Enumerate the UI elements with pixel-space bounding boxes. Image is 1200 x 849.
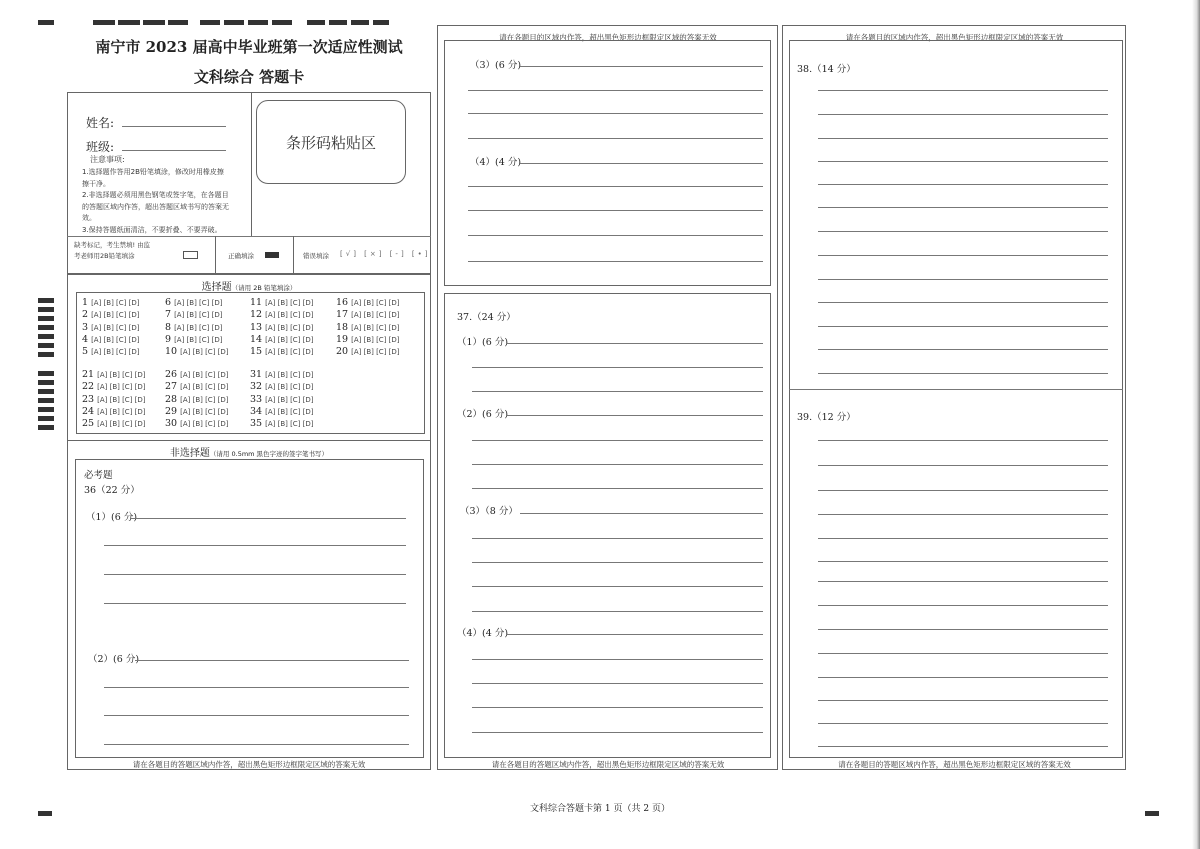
mc-question-number: 12 — [250, 309, 266, 321]
mc-options[interactable]: [A] [B] [C] [D] — [91, 335, 140, 344]
answer-line[interactable] — [818, 161, 1108, 162]
mc-question-8[interactable] — [165, 322, 222, 333]
mc-options[interactable]: [A] [B] [C] [D] — [351, 299, 400, 307]
mc-question-27[interactable] — [165, 381, 229, 392]
answer-line[interactable] — [468, 186, 763, 187]
q36-4-label: （4）(4 分) — [470, 157, 522, 168]
answer-line[interactable] — [468, 90, 763, 91]
mc-question-5[interactable] — [82, 346, 139, 357]
mc-options[interactable]: [A] [B] [C] [D] — [265, 335, 314, 344]
mc-question-number: 20 — [336, 346, 352, 358]
mc-question-number: 8 — [165, 321, 175, 333]
answer-line[interactable] — [135, 660, 409, 661]
col3-answer-box[interactable] — [789, 40, 1123, 758]
answer-line[interactable] — [818, 326, 1108, 327]
q36-1-label: （1）(6 分) — [86, 512, 138, 523]
answer-line[interactable] — [818, 255, 1108, 256]
answer-line[interactable] — [818, 184, 1108, 185]
mc-question-number: 35 — [250, 418, 266, 430]
mc-question-21[interactable] — [82, 369, 146, 380]
q37-label: 37.（24 分） — [457, 312, 516, 323]
answer-line[interactable] — [818, 90, 1108, 91]
q36-label: 36（22 分） — [84, 485, 140, 496]
answer-line[interactable] — [472, 367, 763, 368]
answer-line[interactable] — [818, 581, 1108, 582]
q37-box[interactable] — [444, 293, 771, 758]
mc-question-number: 34 — [250, 405, 266, 417]
answer-line[interactable] — [472, 440, 763, 441]
answer-line[interactable] — [104, 744, 409, 745]
mc-question-23[interactable] — [82, 394, 146, 405]
mc-question-number: 23 — [82, 393, 98, 405]
mc-question-number: 32 — [250, 381, 266, 393]
answer-line[interactable] — [468, 138, 763, 139]
answer-line[interactable] — [472, 586, 763, 587]
warning-top-col3: 请在各题目的区域内作答，超出黑色矩形边框限定区域的答案无效 — [845, 33, 1064, 42]
answer-line[interactable] — [818, 629, 1108, 630]
mc-title: 选择题 — [201, 282, 232, 293]
correct-fill-label: 正确填涂 — [228, 252, 254, 260]
answer-line[interactable] — [818, 114, 1108, 115]
answer-line[interactable] — [472, 659, 763, 660]
answer-line[interactable] — [520, 513, 763, 514]
page-footer: 文科综合答题卡第 1 页（共 2 页） — [530, 804, 670, 814]
nonmc-title: 非选择题 — [169, 448, 210, 459]
mc-question-3[interactable] — [82, 322, 139, 333]
mc-question-number: 28 — [165, 393, 181, 405]
mc-question-26[interactable] — [165, 369, 229, 380]
absent-notice: 缺考标记，考生禁填! 由监 考老师用2B铅笔填涂 — [74, 241, 151, 260]
timing-mark-group — [307, 20, 389, 25]
mc-question-number: 5 — [82, 346, 92, 358]
answer-line[interactable] — [818, 746, 1108, 747]
mc-question-9[interactable] — [165, 334, 222, 345]
answer-line[interactable] — [472, 683, 763, 684]
answer-line[interactable] — [506, 415, 763, 416]
mc-options[interactable]: [A] [B] [C] [D] — [180, 420, 229, 429]
mc-question-4[interactable] — [82, 334, 139, 345]
answer-line[interactable] — [104, 574, 406, 575]
mc-question-17[interactable] — [336, 309, 400, 320]
mc-options[interactable]: [A] [B] [C] [D] — [265, 407, 314, 416]
mc-options[interactable]: [A] [B] [C] [D] — [97, 383, 146, 392]
answer-line[interactable] — [818, 207, 1108, 208]
mc-question-34[interactable] — [250, 406, 314, 417]
answer-line[interactable] — [818, 302, 1108, 303]
mc-question-number: 26 — [165, 369, 181, 380]
mc-question-16[interactable] — [336, 297, 400, 308]
mc-question-18[interactable] — [336, 322, 400, 333]
name-label: 姓名: — [86, 116, 115, 130]
mc-question-33[interactable] — [250, 394, 314, 405]
mc-question-number: 24 — [82, 405, 98, 417]
mc-options[interactable]: [A] [B] [C] [D] — [174, 323, 223, 332]
answer-line[interactable] — [520, 163, 763, 164]
mc-question-number: 13 — [250, 321, 266, 333]
mc-question-number: 22 — [82, 381, 98, 393]
mc-question-19[interactable] — [336, 334, 400, 345]
mc-question-13[interactable] — [250, 322, 314, 333]
mc-options[interactable]: [A] [B] [C] [D] — [174, 299, 223, 307]
class-field[interactable] — [122, 150, 226, 151]
answer-line[interactable] — [130, 518, 406, 519]
mc-question-24[interactable] — [82, 406, 146, 417]
mc-options[interactable]: [A] [B] [C] [D] — [97, 420, 146, 429]
mc-options[interactable]: [A] [B] [C] [D] — [180, 407, 229, 416]
answer-line[interactable] — [472, 488, 763, 489]
notice-title: 注意事项: — [90, 155, 125, 164]
mc-question-number: 27 — [165, 381, 181, 393]
q39-label: 39.（12 分） — [797, 412, 856, 423]
mc-question-25[interactable] — [82, 418, 146, 429]
answer-line[interactable] — [468, 261, 763, 262]
mc-options[interactable]: [A] [B] [C] [D] — [265, 371, 314, 379]
answer-line[interactable] — [818, 349, 1108, 350]
mc-question-35[interactable] — [250, 418, 314, 429]
mc-options[interactable]: [A] [B] [C] [D] — [265, 383, 314, 392]
answer-line[interactable] — [506, 634, 763, 635]
answer-line[interactable] — [472, 732, 763, 733]
mc-question-number: 21 — [82, 369, 98, 380]
mc-question-number: 30 — [165, 418, 181, 430]
mc-question-20[interactable] — [336, 346, 400, 357]
mc-question-number: 1 — [82, 297, 92, 308]
mc-question-29[interactable] — [165, 406, 229, 417]
warning-bottom-col2: 请在各题目的答题区域内作答，超出黑色矩形边框限定区域的答案无效 — [491, 760, 725, 769]
wrong-fill-label: 错误填涂 — [303, 252, 329, 260]
timing-mark — [38, 20, 54, 25]
answer-line[interactable] — [468, 235, 763, 236]
mc-options[interactable]: [A] [B] [C] [D] — [180, 395, 229, 404]
mc-options[interactable]: [A] [B] [C] [D] — [91, 311, 140, 320]
mc-options[interactable]: [A] [B] [C] [D] — [351, 335, 400, 344]
side-timing-marks — [38, 371, 54, 431]
mc-options[interactable]: [A] [B] [C] [D] — [91, 299, 140, 307]
answer-line[interactable] — [520, 66, 763, 67]
mc-options[interactable]: [A] [B] [C] [D] — [265, 348, 314, 357]
warning-bottom-col3: 请在各题目的答题区域内作答，超出黑色矩形边框限定区域的答案无效 — [838, 760, 1071, 769]
mc-question-number: 18 — [336, 321, 352, 333]
answer-line[interactable] — [468, 210, 763, 211]
mc-options[interactable]: [A] [B] [C] [D] — [265, 299, 314, 307]
mc-options[interactable]: [A] [B] [C] [D] — [174, 311, 223, 320]
scan-edge-shadow — [1192, 0, 1200, 849]
mc-question-number: 14 — [250, 333, 266, 345]
answer-line[interactable] — [818, 677, 1108, 678]
class-label: 班级: — [86, 140, 115, 154]
mc-options[interactable]: [A] [B] [C] [D] — [97, 407, 146, 416]
answer-line[interactable] — [472, 538, 763, 539]
answer-line[interactable] — [818, 231, 1108, 232]
mc-question-31[interactable] — [250, 369, 314, 380]
mc-options[interactable]: [A] [B] [C] [D] — [180, 348, 229, 357]
mc-options[interactable]: [A] [B] [C] [D] — [97, 371, 146, 379]
mc-options[interactable]: [A] [B] [C] [D] — [351, 311, 400, 320]
mc-question-14[interactable] — [250, 334, 314, 345]
notice-body: 1.选择题作答用2B铅笔填涂，修改时用橡皮擦 擦干净。 2.非选择题必须用黑色钢笔或签字笔，在各题目 的答题区域内作答，超出答题区域书写的答案无 效。 3.保持答题纸面清洁，不要折叠、不要弄破。 — [82, 168, 229, 234]
answer-line[interactable] — [818, 514, 1108, 515]
answer-line[interactable] — [506, 343, 763, 344]
mc-question-number: 17 — [336, 309, 352, 321]
answer-line[interactable] — [818, 465, 1108, 466]
mc-question-number: 16 — [336, 297, 352, 308]
mc-options[interactable]: [A] [B] [C] [D] — [351, 348, 400, 357]
mc-question-22[interactable] — [82, 381, 146, 392]
mc-question-number: 3 — [82, 321, 92, 333]
answer-line[interactable] — [468, 113, 763, 114]
required-label: 必考题 — [84, 470, 113, 481]
mc-question-number: 7 — [165, 309, 175, 321]
mc-options[interactable]: [A] [B] [C] [D] — [91, 348, 140, 357]
answer-line[interactable] — [472, 707, 763, 708]
mc-question-number: 2 — [82, 309, 92, 321]
timing-mark-group — [200, 20, 292, 25]
info-divider — [251, 92, 252, 236]
answer-line[interactable] — [818, 279, 1108, 280]
mc-title-note: （请用 2B 铅笔填涂） — [231, 284, 297, 292]
answer-line[interactable] — [818, 653, 1108, 654]
answer-line[interactable] — [818, 440, 1108, 441]
mc-options[interactable]: [A] [B] [C] [D] — [265, 395, 314, 404]
mc-question-number: 29 — [165, 405, 181, 417]
answer-line[interactable] — [472, 391, 763, 392]
mc-options[interactable]: [A] [B] [C] [D] — [265, 420, 314, 429]
exam-title: 南宁市 2023 届高中毕业班第一次适应性测试 — [95, 38, 403, 56]
info-hline — [67, 236, 431, 237]
answer-line[interactable] — [818, 373, 1108, 374]
timing-mark-group — [93, 20, 188, 25]
answer-line[interactable] — [818, 605, 1108, 606]
q37-3-label: （3）（8 分） — [460, 506, 518, 517]
mc-question-number: 11 — [250, 297, 266, 308]
mc-options[interactable]: [A] [B] [C] [D] — [180, 371, 229, 379]
mc-question-28[interactable] — [165, 394, 229, 405]
mc-options[interactable]: [A] [B] [C] [D] — [265, 323, 314, 332]
side-timing-marks — [38, 298, 54, 360]
q36-2-label: （2）(6 分) — [88, 654, 140, 665]
answer-line[interactable] — [472, 464, 763, 465]
mc-question-number: 6 — [165, 297, 175, 308]
fill-divider-2 — [293, 236, 294, 274]
answer-line[interactable] — [104, 603, 406, 604]
answer-line[interactable] — [818, 723, 1108, 724]
q38-q39-divider — [789, 389, 1123, 390]
barcode-area — [256, 100, 406, 184]
answer-line[interactable] — [818, 138, 1108, 139]
fill-divider — [215, 236, 216, 274]
name-field[interactable] — [122, 126, 226, 127]
mc-question-number: 33 — [250, 393, 266, 405]
q36-3-label: （3）(6 分) — [470, 60, 522, 71]
mc-question-11[interactable] — [250, 297, 314, 308]
warning-top-col2: 请在各题目的区域内作答，超出黑色矩形边框限定区域的答案无效 — [499, 33, 717, 42]
wrong-fill-samples: [√] [×] [-] [•] — [340, 250, 431, 258]
answer-line[interactable] — [104, 687, 409, 688]
mc-options[interactable]: [A] [B] [C] [D] — [180, 383, 229, 392]
answer-line[interactable] — [818, 561, 1108, 562]
q38-label: 38.（14 分） — [797, 64, 856, 75]
mc-question-number: 15 — [250, 346, 266, 358]
mc-question-6[interactable] — [165, 297, 222, 308]
answer-line[interactable] — [104, 545, 406, 546]
mc-question-1[interactable] — [82, 297, 139, 308]
mc-question-number: 25 — [82, 418, 98, 430]
correct-fill-sample — [265, 252, 279, 258]
q36-answer-box[interactable] — [75, 459, 424, 758]
answer-line[interactable] — [818, 538, 1108, 539]
mc-question-15[interactable] — [250, 346, 314, 357]
mc-options[interactable]: [A] [B] [C] [D] — [265, 311, 314, 320]
answer-line[interactable] — [104, 715, 409, 716]
mc-question-2[interactable] — [82, 309, 139, 320]
mc-question-10[interactable] — [165, 346, 229, 357]
mc-options[interactable]: [A] [B] [C] [D] — [91, 323, 140, 332]
mc-question-32[interactable] — [250, 381, 314, 392]
mc-options[interactable]: [A] [B] [C] [D] — [97, 395, 146, 404]
nonmc-title-note: （请用 0.5mm 黑色字迹的签字笔书写） — [209, 450, 329, 458]
absent-checkbox[interactable] — [183, 251, 198, 259]
mc-question-number: 19 — [336, 333, 352, 345]
mc-question-number: 4 — [82, 333, 92, 345]
warning-bottom-col1: 请在各题目的答题区域内作答，超出黑色矩形边框限定区域的答案无效 — [132, 760, 366, 769]
q37-1-label: （1）(6 分) — [457, 337, 509, 348]
mc-question-number: 9 — [165, 333, 175, 345]
mc-question-30[interactable] — [165, 418, 229, 429]
answer-line[interactable] — [818, 700, 1108, 701]
mc-question-number: 10 — [165, 346, 181, 358]
card-subtitle: 文科综合 答题卡 — [193, 68, 305, 86]
answer-line[interactable] — [472, 562, 763, 563]
q37-4-label: （4）(4 分) — [457, 628, 509, 639]
mc-question-7[interactable] — [165, 309, 222, 320]
answer-line[interactable] — [818, 490, 1108, 491]
q37-2-label: （2）(6 分) — [457, 409, 509, 420]
mc-options[interactable]: [A] [B] [C] [D] — [351, 323, 400, 332]
barcode-label: 条形码粘贴区 — [285, 133, 376, 152]
answer-line[interactable] — [472, 611, 763, 612]
mc-options[interactable]: [A] [B] [C] [D] — [174, 335, 223, 344]
corner-mark — [38, 811, 52, 816]
mc-question-number: 31 — [250, 369, 266, 380]
mc-question-12[interactable] — [250, 309, 314, 320]
corner-mark — [1145, 811, 1159, 816]
